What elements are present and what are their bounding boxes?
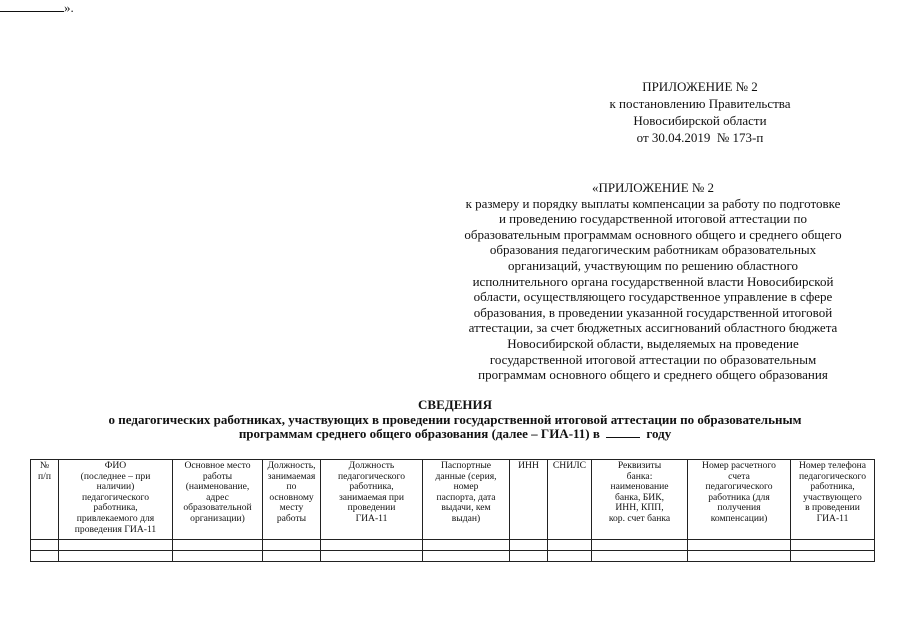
table-cell[interactable] [592, 551, 688, 562]
appendix-header [560, 78, 840, 146]
table-header-cell: Номер телефона педагогического работника, участвующего в проведении ГИА-11 [791, 460, 875, 540]
table-cell[interactable] [791, 540, 875, 551]
inner-appendix-text [418, 196, 888, 383]
table-cell[interactable] [423, 540, 510, 551]
table-cell[interactable] [592, 540, 688, 551]
table-cell[interactable] [548, 551, 592, 562]
inner-appendix-line: и проведению государственной итоговой аттестации по [498, 211, 808, 227]
title-line-2-suffix: году [646, 426, 672, 441]
table-cell[interactable] [510, 540, 548, 551]
inner-appendix-line: Новосибирской области, выделяемых на проведение [507, 335, 799, 351]
table-cell[interactable] [31, 540, 59, 551]
table-row [31, 540, 875, 551]
table-cell[interactable] [173, 540, 263, 551]
data-table [30, 459, 875, 562]
title-line-2 [20, 427, 890, 442]
table-header-cell: Основное место работы (наименование, адрес образовательной организации) [173, 460, 263, 540]
title-line-1: о педагогических работниках, участвующих в проведении государственной итоговой аттестации по образовательным [108, 411, 802, 427]
table-header-cell: СНИЛС [548, 460, 592, 540]
table-cell[interactable] [59, 540, 173, 551]
table-header-cell: Должность, занимаемая по основному месту работы [263, 460, 321, 540]
table-header-cell: Паспортные данные (серия, номер паспорта, дата выдачи, кем выдан) [423, 460, 510, 540]
closing-line [0, 0, 80, 16]
appendix-region: Новосибирской области [633, 113, 767, 128]
table-cell[interactable] [173, 551, 263, 562]
inner-appendix-line: программам основного общего и среднего общего образования [478, 367, 828, 383]
document-title [20, 398, 890, 442]
table-header-cell: ФИО (последнее – при наличии) педагогического работника, привлекаемого для проведения ГИА-11 [59, 460, 173, 540]
appendix-number: ПРИЛОЖЕНИЕ № 2 [642, 79, 758, 94]
table-header-cell: Должность педагогического работника, занимаемая при проведении ГИА-11 [321, 460, 423, 540]
table-row [31, 551, 875, 562]
inner-appendix-heading: «ПРИЛОЖЕНИЕ № 2 [591, 180, 715, 195]
table-cell[interactable] [31, 551, 59, 562]
signature-blank [0, 11, 64, 12]
table-cell[interactable] [548, 540, 592, 551]
table-cell[interactable] [263, 540, 321, 551]
inner-appendix-line: образовательным программам основного общего и среднего общего [464, 226, 842, 242]
table-header-cell: № п/п [31, 460, 59, 540]
inner-appendix [418, 180, 888, 383]
title-line-2-prefix: программам среднего общего образования (далее – ГИА-11) в [238, 426, 600, 441]
appendix-date: от 30.04.2019 № 173-п [636, 130, 764, 145]
table-cell[interactable] [321, 540, 423, 551]
inner-appendix-line: аттестации, за счет бюджетных ассигнований областного бюджета [468, 320, 838, 336]
title-heading: СВЕДЕНИЯ [418, 397, 492, 412]
inner-appendix-line: образования, в проведении указанной государственной итоговой [473, 304, 833, 320]
inner-appendix-line: исполнительного органа государственной власти Новосибирской [472, 273, 834, 289]
table-cell[interactable] [510, 551, 548, 562]
table-cell[interactable] [423, 551, 510, 562]
inner-appendix-line: государственной итоговой аттестации по образовательным [489, 351, 817, 367]
table-header-cell: ИНН [510, 460, 548, 540]
closing-quote: ». [64, 0, 74, 15]
year-blank [606, 437, 640, 438]
table-cell[interactable] [263, 551, 321, 562]
appendix-decree: к постановлению Правительства [609, 96, 791, 111]
table-cell[interactable] [791, 551, 875, 562]
table-cell[interactable] [688, 551, 791, 562]
table-cell[interactable] [59, 551, 173, 562]
table-cell[interactable] [321, 551, 423, 562]
inner-appendix-line: образования педагогическим работникам образовательных [489, 242, 817, 258]
table-header-cell: Номер расчетного счета педагогического работника (для получения компенсации) [688, 460, 791, 540]
table-cell[interactable] [688, 540, 791, 551]
inner-appendix-line: организаций, участвующим по решению областного [508, 257, 798, 273]
inner-appendix-line: области, осуществляющего государственное управление в сфере [473, 289, 833, 305]
table-header-row [31, 460, 875, 540]
table-header-cell: Реквизиты банка: наименование банка, БИК, ИНН, КПП, кор. счет банка [592, 460, 688, 540]
inner-appendix-line: к размеру и порядку выплаты компенсации за работу по подготовке [465, 195, 841, 211]
